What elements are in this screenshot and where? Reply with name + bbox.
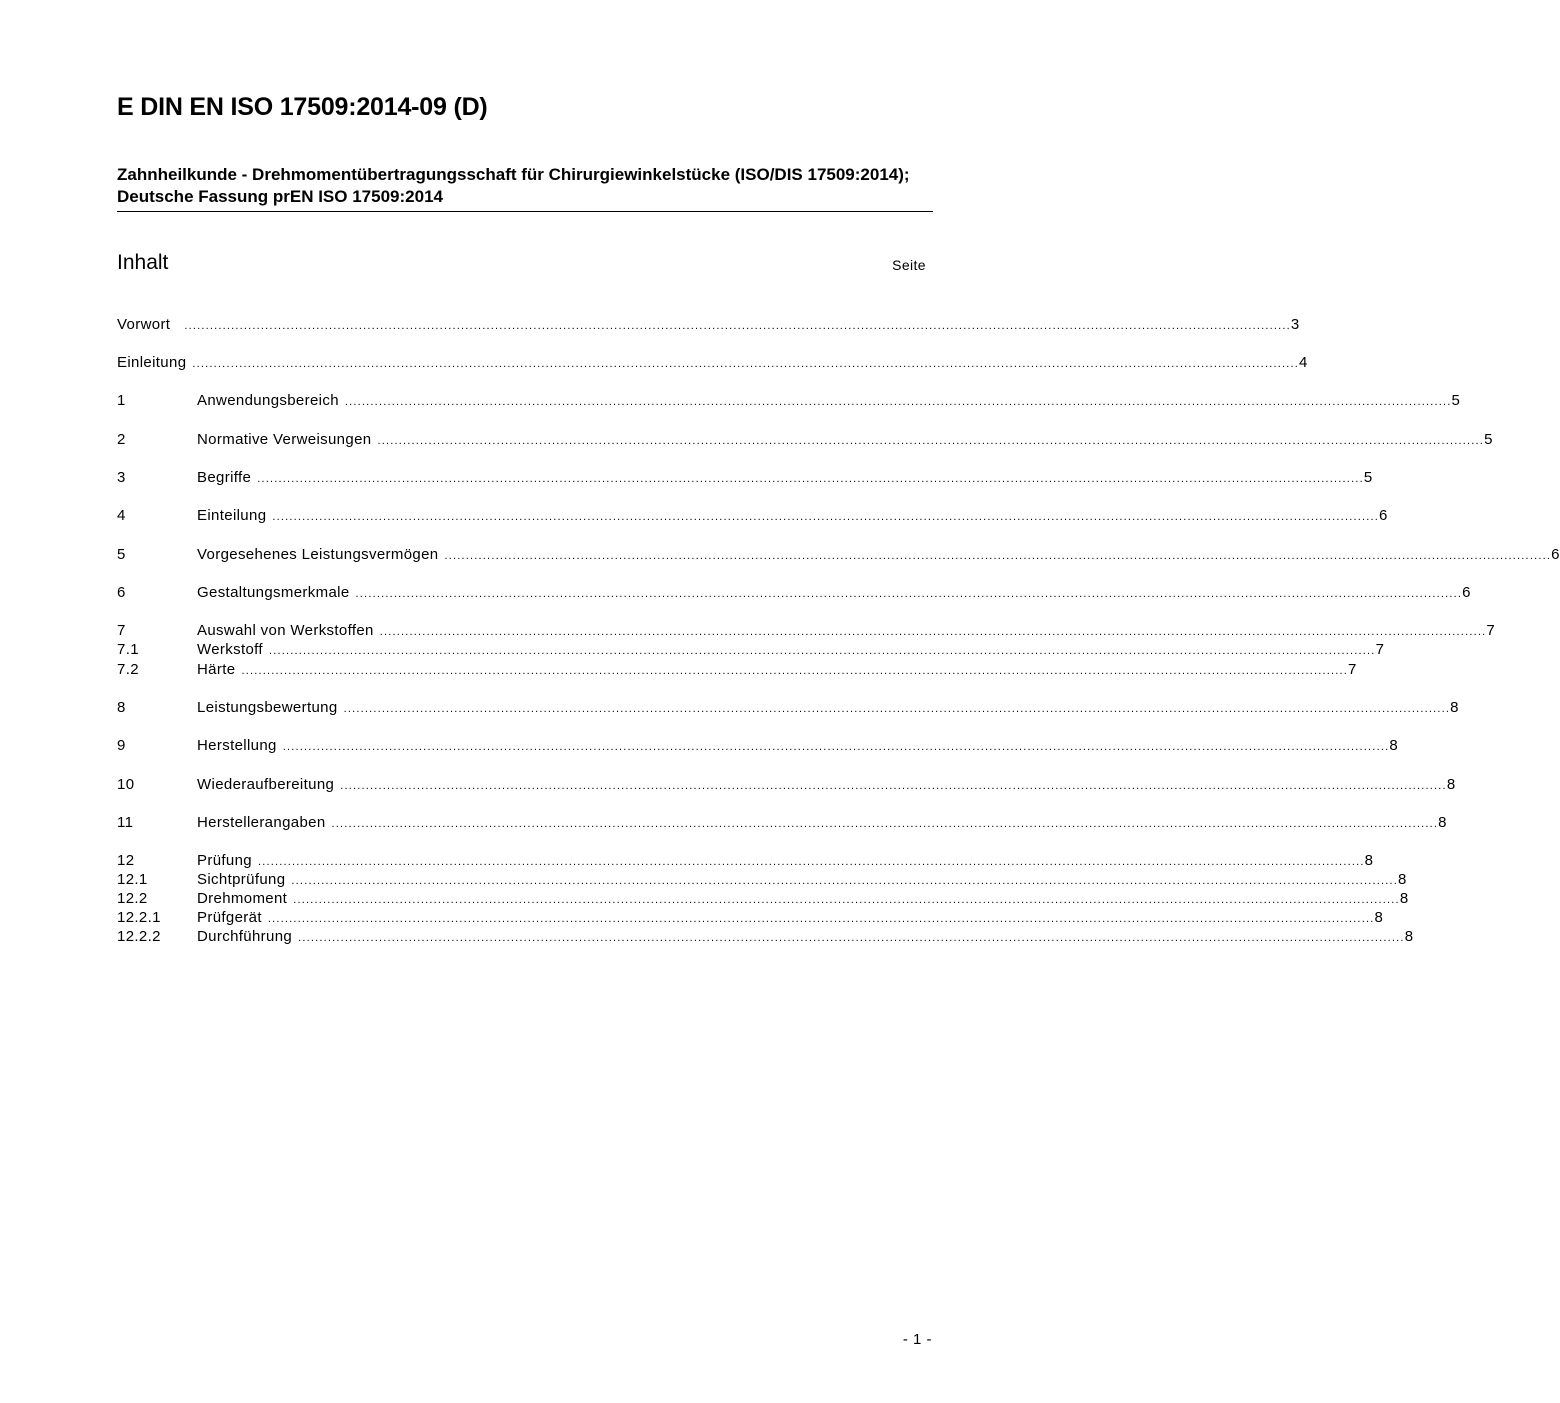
toc-entry-number: 12.2.1 <box>117 909 161 926</box>
toc-entry-einleitung[interactable] <box>117 353 1308 373</box>
toc-leader-dots: .................................................................................................................................................................................................................................................................... <box>331 818 1439 830</box>
toc-entry-title: Wiederaufbereitung <box>197 776 335 793</box>
toc-entry-page: 8 <box>1364 852 1374 869</box>
toc-entry-number: 12 <box>117 852 135 869</box>
toc-entry-title: Gestaltungsmerkmale <box>197 584 350 601</box>
toc-entry-title: Herstellung <box>197 737 277 754</box>
toc-entry[interactable] <box>117 813 1447 833</box>
toc-entry[interactable] <box>117 851 1374 871</box>
toc-leader-dots: .................................................................................................................................................................................................................................................................... <box>258 856 1365 868</box>
toc-entry-number: 12.2 <box>117 890 148 907</box>
toc-entry[interactable] <box>117 908 1384 928</box>
toc-entry-page: 6 <box>1462 584 1471 601</box>
toc-entry[interactable] <box>117 870 1407 890</box>
toc-leader-dots: .................................................................................................................................................................................................................................................................... <box>282 741 1390 753</box>
toc-entry-vorwort[interactable] <box>117 315 1300 335</box>
toc-entry-title: Einleitung <box>117 354 187 371</box>
toc-leader-dots: .................................................................................................................................................................................................................................................................... <box>343 703 1451 715</box>
page-number: - 1 - <box>902 1331 932 1348</box>
toc-entry-title: Anwendungsbereich <box>197 392 339 409</box>
toc-entry-number: 1 <box>117 392 126 409</box>
toc-page-label: Seite <box>892 257 926 273</box>
toc-leader-dots: .................................................................................................................................................................................................................................................................... <box>355 588 1463 600</box>
toc-leader-dots: .................................................................................................................................................................................................................................................................... <box>241 665 1349 677</box>
toc-entry-number: 10 <box>117 776 135 793</box>
toc-entry-title: Härte <box>197 661 236 678</box>
toc-entry-page: 8 <box>1450 699 1459 716</box>
toc-entry-page: 5 <box>1451 392 1461 409</box>
toc-entry-page: 7 <box>1375 641 1385 658</box>
toc-leader-dots: .................................................................................................................................................................................................................................................................... <box>268 645 1376 657</box>
toc-entry[interactable] <box>117 640 1385 660</box>
toc-entry[interactable] <box>117 736 1399 756</box>
toc-entry-title: Sichtprüfung <box>197 871 286 888</box>
toc-entry-title: Leistungsbewertung <box>197 699 338 716</box>
toc-leader-dots: .................................................................................................................................................................................................................................................................... <box>257 473 1364 485</box>
toc-entry-page: 8 <box>1399 890 1409 907</box>
toc-leader-dots: .................................................................................................................................................................................................................................................................... <box>291 875 1399 887</box>
toc-entry-number: 12.2.2 <box>117 928 161 945</box>
toc-entry-page: 8 <box>1398 871 1407 888</box>
toc-entry-number: 6 <box>117 584 126 601</box>
toc-entry[interactable] <box>117 545 1560 565</box>
toc-leader-dots: .................................................................................................................................................................................................................................................................... <box>444 550 1552 562</box>
toc-entry-title: Begriffe <box>197 469 252 486</box>
toc-entry[interactable] <box>117 775 1456 795</box>
toc-entry[interactable] <box>117 927 1414 947</box>
toc-entry-title: Normative Verweisungen <box>197 431 372 448</box>
toc-entry-page: 7 <box>1348 661 1357 678</box>
toc-entry-number: 12.1 <box>117 871 148 888</box>
toc-entry-number: 4 <box>117 507 126 524</box>
document-subtitle: Zahnheilkunde - Drehmomentübertragungsschaft für Chirurgiewinkelstücke (ISO/DIS 17509:2014); Deutsche Fassung prEN ISO 17509:2014 <box>117 164 933 212</box>
toc-entry-page: 5 <box>1363 469 1373 486</box>
toc-entry-number: 11 <box>117 814 134 831</box>
toc-leader-dots: .................................................................................................................................................................................................................................................................... <box>379 626 1487 638</box>
toc-entry-page: 6 <box>1379 507 1388 524</box>
toc-entry[interactable] <box>117 660 1357 680</box>
toc-entry-page: 6 <box>1551 546 1560 563</box>
toc-entry-number: 7.2 <box>117 661 139 678</box>
toc-entry-number: 7.1 <box>117 641 139 658</box>
toc-entry[interactable] <box>117 506 1388 526</box>
toc-entry-number: 2 <box>117 431 126 448</box>
toc-entry-number: 9 <box>117 737 126 754</box>
toc-entry-page: 8 <box>1374 909 1384 926</box>
toc-entry-number: 3 <box>117 469 126 486</box>
toc-entry-page: 7 <box>1486 622 1496 639</box>
toc-entry-page: 8 <box>1446 776 1456 793</box>
toc-entry-page: 8 <box>1438 814 1447 831</box>
toc-leader-dots: .................................................................................................................................................................................................................................................................... <box>340 780 1447 792</box>
toc-leader-dots: .................................................................................................................................................................................................................................................................... <box>293 894 1400 906</box>
toc-leader-dots: .................................................................................................................................................................................................................................................................... <box>344 396 1452 408</box>
toc-entry[interactable] <box>117 889 1409 909</box>
toc-entry-title: Vorwort <box>117 316 171 333</box>
toc-leader-dots: .................................................................................................................................................................................................................................................................... <box>184 320 1291 332</box>
toc-entry[interactable] <box>117 698 1459 718</box>
toc-entry-title: Werkstoff <box>197 641 263 658</box>
toc-entry[interactable] <box>117 430 1493 450</box>
toc-entry-page: 8 <box>1389 737 1399 754</box>
toc-entry[interactable] <box>117 391 1461 411</box>
toc-entry-page: 3 <box>1290 316 1300 333</box>
toc-entry-title: Einteilung <box>197 507 267 524</box>
toc-heading: Inhalt <box>117 251 169 274</box>
document-id: E DIN EN ISO 17509:2014-09 (D) <box>117 93 488 121</box>
toc-entry-title: Herstellerangaben <box>197 814 326 831</box>
toc-leader-dots: .................................................................................................................................................................................................................................................................... <box>298 932 1405 944</box>
toc-entry-title: Durchführung <box>197 928 293 945</box>
toc-entry-title: Prüfung <box>197 852 252 869</box>
toc-entry-title: Auswahl von Werkstoffen <box>197 622 374 639</box>
toc-entry-page: 4 <box>1299 354 1308 371</box>
toc-entry-page: 5 <box>1484 431 1493 448</box>
toc-entry[interactable] <box>117 468 1373 488</box>
toc-entry-title: Prüfgerät <box>197 909 262 926</box>
toc-leader-dots: .................................................................................................................................................................................................................................................................... <box>192 358 1299 370</box>
toc-entry-title: Drehmoment <box>197 890 288 907</box>
toc-leader-dots: .................................................................................................................................................................................................................................................................... <box>272 511 1379 523</box>
toc-entry-number: 7 <box>117 622 126 639</box>
toc-entry-number: 8 <box>117 699 126 716</box>
toc-leader-dots: .................................................................................................................................................................................................................................................................... <box>267 913 1375 925</box>
toc-leader-dots: .................................................................................................................................................................................................................................................................... <box>377 435 1485 447</box>
toc-entry[interactable] <box>117 621 1496 641</box>
toc-entry-title: Vorgesehenes Leistungsvermögen <box>197 546 439 563</box>
toc-entry-number: 5 <box>117 546 126 563</box>
toc-entry-page: 8 <box>1404 928 1414 945</box>
toc-entry[interactable] <box>117 583 1471 603</box>
